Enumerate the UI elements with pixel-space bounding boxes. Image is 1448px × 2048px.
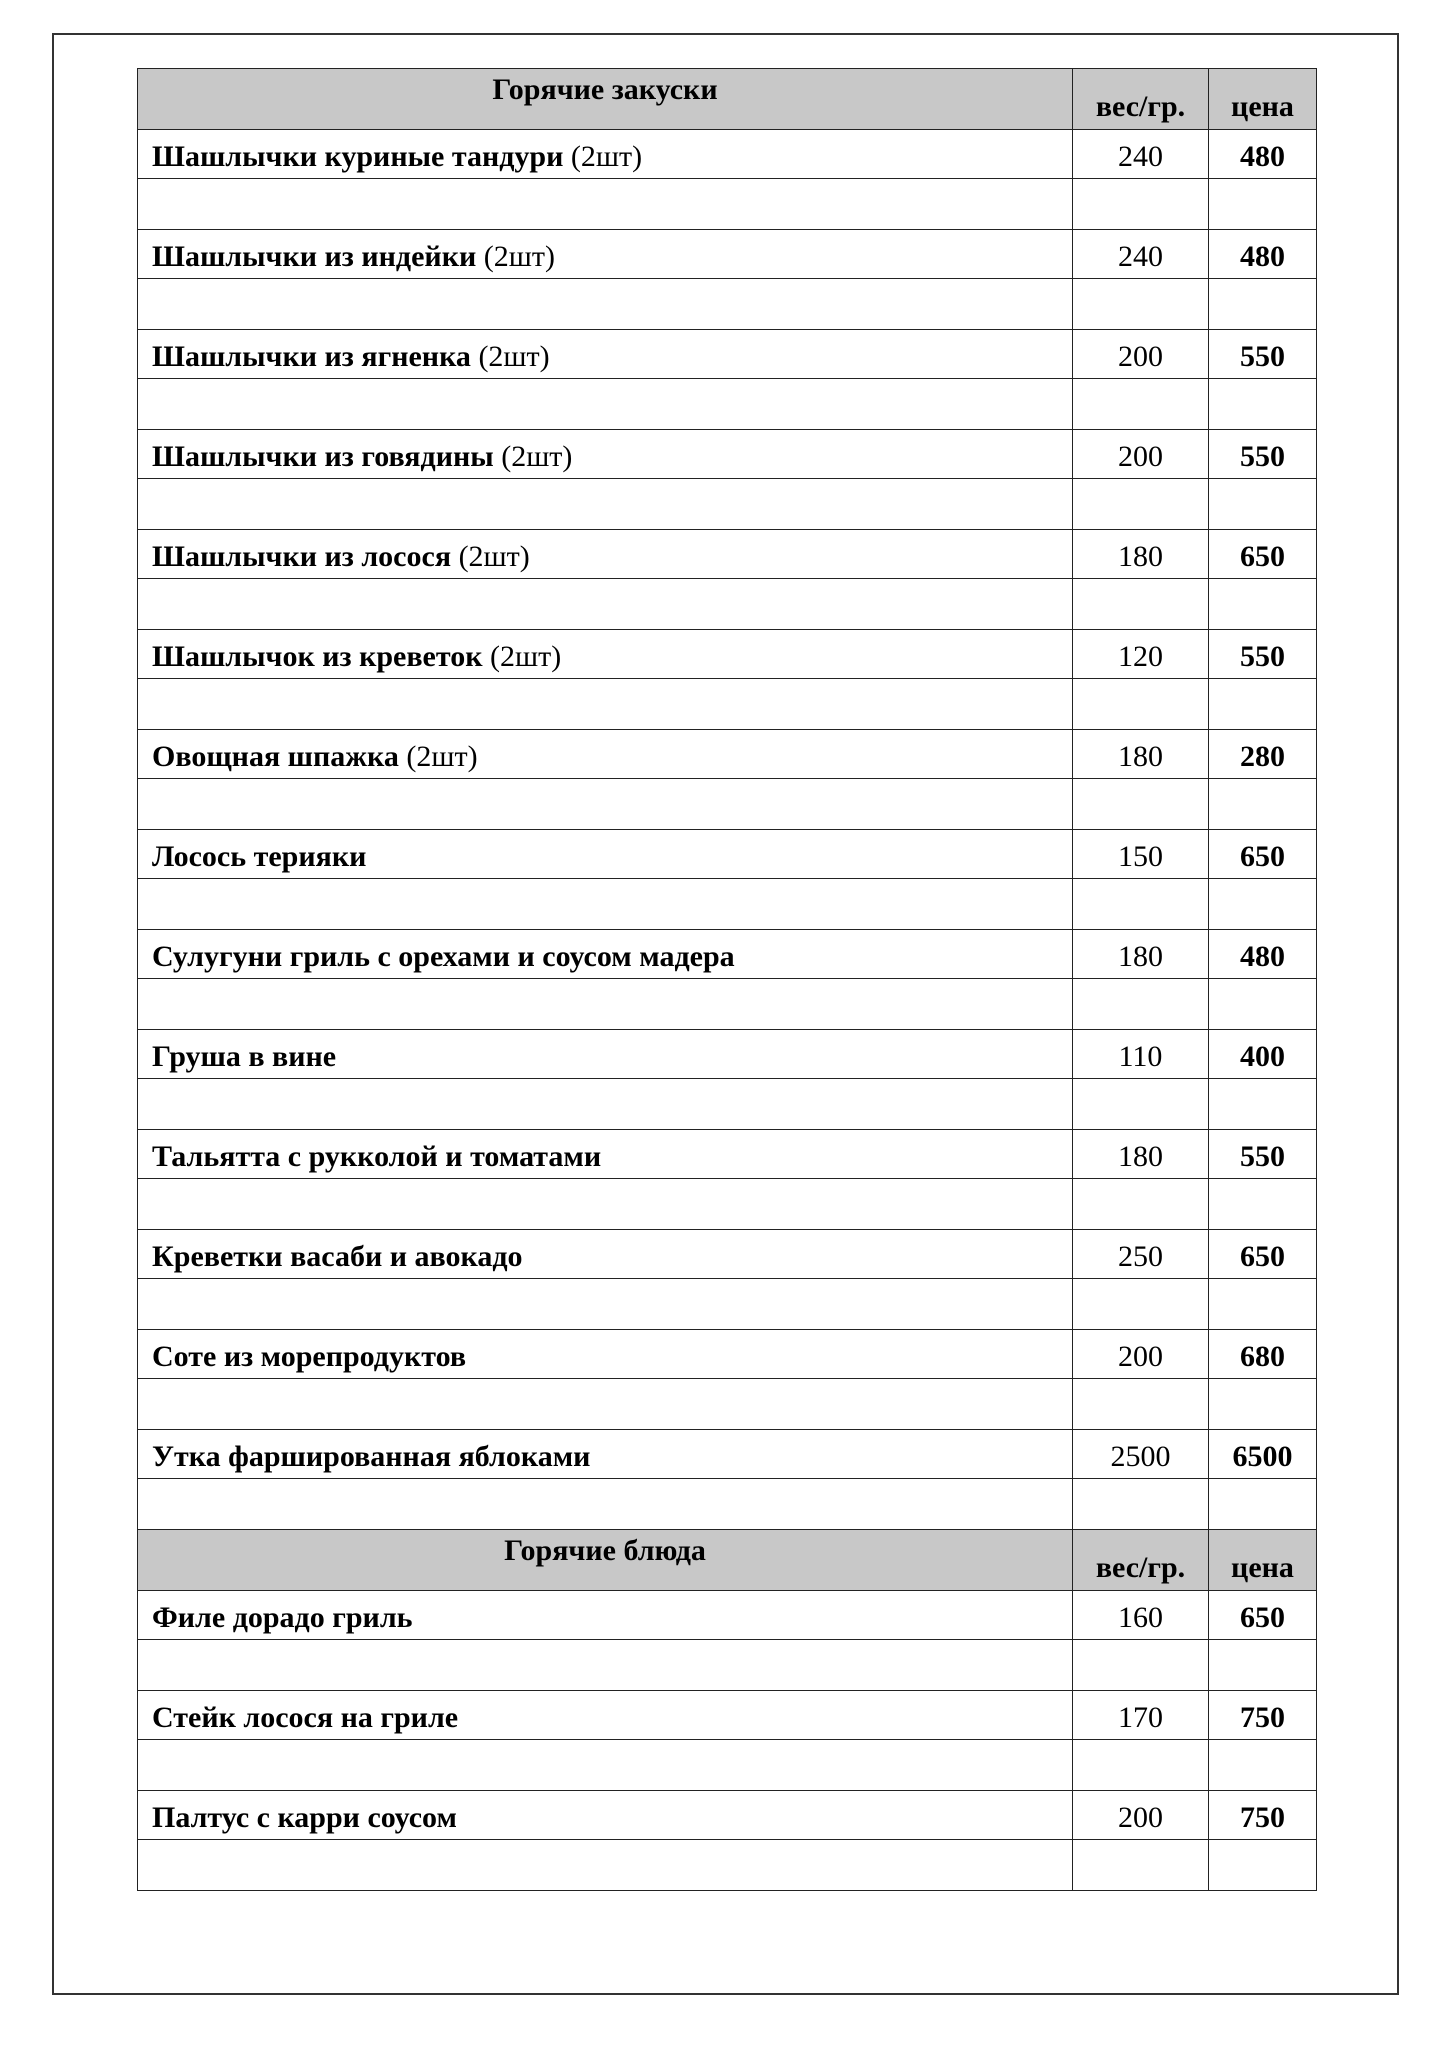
spacer-row (138, 1079, 1317, 1130)
spacer-cell (1209, 579, 1317, 630)
price-column-header: цена (1209, 1530, 1317, 1591)
dish-name-cell (138, 530, 1073, 579)
spacer-cell (1209, 979, 1317, 1030)
spacer-row (138, 1479, 1317, 1530)
dish-portion-note: (2шт) (470, 340, 550, 373)
dish-name-cell (138, 1030, 1073, 1079)
weight-column-header: вес/гр. (1073, 69, 1209, 130)
dish-name: Утка фаршированная яблоками (152, 1440, 591, 1473)
menu-item-row (138, 1430, 1317, 1479)
dish-name-cell (138, 330, 1073, 379)
spacer-row (138, 1640, 1317, 1691)
dish-name: Лосось терияки (152, 840, 367, 873)
spacer-cell (1209, 1379, 1317, 1430)
dish-name: Груша в вине (152, 1040, 337, 1073)
dish-weight: 240 (1073, 230, 1209, 279)
dish-name-cell (138, 730, 1073, 779)
dish-name: Соте из морепродуктов (152, 1340, 467, 1373)
dish-price: 480 (1209, 130, 1317, 179)
dish-weight: 110 (1073, 1030, 1209, 1079)
menu-item-row (138, 1691, 1317, 1740)
dish-name-cell (138, 930, 1073, 979)
spacer-row (138, 779, 1317, 830)
dish-price: 650 (1209, 1591, 1317, 1640)
dish-name-cell (138, 430, 1073, 479)
spacer-cell (1209, 1640, 1317, 1691)
dish-name-cell (138, 1691, 1073, 1740)
dish-portion-note: (2шт) (476, 240, 555, 273)
dish-weight: 200 (1073, 1330, 1209, 1379)
section-title: Горячие закуски (138, 69, 1073, 130)
menu-item-row (138, 130, 1317, 179)
dish-weight: 200 (1073, 1791, 1209, 1840)
spacer-cell (138, 1840, 1073, 1891)
menu-item-row (138, 930, 1317, 979)
spacer-cell (1209, 379, 1317, 430)
dish-name: Шашлычки из говядины (152, 440, 494, 473)
spacer-row (138, 1179, 1317, 1230)
spacer-cell (138, 179, 1073, 230)
spacer-cell (138, 379, 1073, 430)
spacer-cell (1073, 1379, 1209, 1430)
dish-name-cell (138, 1230, 1073, 1279)
section-header (138, 69, 1317, 130)
dish-portion-note: (2шт) (563, 140, 643, 173)
spacer-row (138, 1379, 1317, 1430)
dish-name: Сулугуни гриль с орехами и соусом мадера (152, 940, 735, 973)
menu-item-row (138, 1130, 1317, 1179)
spacer-cell (138, 579, 1073, 630)
spacer-cell (1073, 1179, 1209, 1230)
dish-name-cell (138, 1591, 1073, 1640)
dish-price: 650 (1209, 830, 1317, 879)
dish-price: 550 (1209, 630, 1317, 679)
dish-weight: 160 (1073, 1591, 1209, 1640)
spacer-cell (1073, 479, 1209, 530)
dish-price: 650 (1209, 1230, 1317, 1279)
dish-price: 750 (1209, 1691, 1317, 1740)
menu-item-row (138, 1330, 1317, 1379)
dish-portion-note: (2шт) (493, 440, 573, 473)
spacer-cell (138, 1479, 1073, 1530)
dish-weight: 200 (1073, 330, 1209, 379)
spacer-cell (138, 479, 1073, 530)
spacer-row (138, 379, 1317, 430)
dish-weight: 180 (1073, 530, 1209, 579)
spacer-cell (1073, 579, 1209, 630)
menu-item-row (138, 630, 1317, 679)
spacer-cell (138, 1279, 1073, 1330)
spacer-cell (1073, 179, 1209, 230)
spacer-cell (1073, 679, 1209, 730)
spacer-cell (138, 1079, 1073, 1130)
dish-weight: 170 (1073, 1691, 1209, 1740)
dish-weight: 200 (1073, 430, 1209, 479)
dish-portion-note: (2шт) (451, 540, 530, 573)
dish-weight: 240 (1073, 130, 1209, 179)
spacer-cell (138, 1640, 1073, 1691)
menu-item-row (138, 330, 1317, 379)
spacer-cell (1073, 279, 1209, 330)
dish-name: Шашлычок из креветок (152, 640, 483, 673)
dish-portion-note: (2шт) (398, 740, 478, 773)
spacer-cell (1209, 679, 1317, 730)
spacer-row (138, 579, 1317, 630)
dish-name-cell (138, 1330, 1073, 1379)
dish-price: 280 (1209, 730, 1317, 779)
dish-name: Палтус с карри соусом (152, 1801, 457, 1834)
menu-item-row (138, 1791, 1317, 1840)
spacer-cell (138, 979, 1073, 1030)
spacer-row (138, 979, 1317, 1030)
spacer-cell (1209, 179, 1317, 230)
dish-name: Тальятта с рукколой и томатами (152, 1140, 602, 1173)
spacer-cell (1073, 379, 1209, 430)
dish-price: 480 (1209, 930, 1317, 979)
menu-item-row (138, 1230, 1317, 1279)
spacer-cell (1209, 1840, 1317, 1891)
spacer-cell (1073, 979, 1209, 1030)
dish-price: 550 (1209, 1130, 1317, 1179)
spacer-cell (1073, 1279, 1209, 1330)
spacer-cell (1073, 1479, 1209, 1530)
spacer-cell (138, 1379, 1073, 1430)
dish-weight: 120 (1073, 630, 1209, 679)
spacer-row (138, 1740, 1317, 1791)
spacer-cell (1073, 779, 1209, 830)
menu-item-row (138, 1030, 1317, 1079)
dish-price: 750 (1209, 1791, 1317, 1840)
spacer-row (138, 1840, 1317, 1891)
spacer-cell (1209, 1740, 1317, 1791)
dish-name-cell (138, 1791, 1073, 1840)
dish-name: Стейк лосося на гриле (152, 1701, 459, 1734)
menu-item-row (138, 730, 1317, 779)
weight-column-header: вес/гр. (1073, 1530, 1209, 1591)
dish-name: Шашлычки из ягненка (152, 340, 471, 373)
spacer-row (138, 679, 1317, 730)
dish-name: Шашлычки куриные тандури (152, 140, 564, 173)
spacer-cell (1209, 879, 1317, 930)
menu-table (137, 68, 1317, 1891)
dish-name: Шашлычки из лосося (152, 540, 452, 573)
dish-price: 550 (1209, 430, 1317, 479)
menu-table-body (138, 69, 1317, 1891)
spacer-row (138, 179, 1317, 230)
dish-name-cell (138, 630, 1073, 679)
dish-name: Филе дорадо гриль (152, 1601, 413, 1634)
dish-name-cell (138, 830, 1073, 879)
dish-weight: 250 (1073, 1230, 1209, 1279)
spacer-cell (1073, 1079, 1209, 1130)
dish-price: 6500 (1209, 1430, 1317, 1479)
spacer-cell (1209, 1479, 1317, 1530)
dish-weight: 180 (1073, 1130, 1209, 1179)
dish-weight: 2500 (1073, 1430, 1209, 1479)
spacer-row (138, 479, 1317, 530)
spacer-cell (138, 779, 1073, 830)
spacer-cell (138, 679, 1073, 730)
spacer-row (138, 879, 1317, 930)
dish-name-cell (138, 1130, 1073, 1179)
dish-name: Шашлычки из индейки (152, 240, 477, 273)
dish-weight: 180 (1073, 930, 1209, 979)
spacer-cell (1073, 1840, 1209, 1891)
dish-name-cell (138, 1430, 1073, 1479)
price-column-header: цена (1209, 69, 1317, 130)
dish-weight: 180 (1073, 730, 1209, 779)
menu-item-row (138, 830, 1317, 879)
menu-item-row (138, 430, 1317, 479)
dish-price: 550 (1209, 330, 1317, 379)
dish-price: 680 (1209, 1330, 1317, 1379)
section-header (138, 1530, 1317, 1591)
spacer-row (138, 279, 1317, 330)
dish-name: Креветки васаби и авокадо (152, 1240, 523, 1273)
spacer-cell (1209, 479, 1317, 530)
dish-portion-note: (2шт) (482, 640, 562, 673)
spacer-cell (1073, 879, 1209, 930)
section-title: Горячие блюда (138, 1530, 1073, 1591)
dish-name-cell (138, 130, 1073, 179)
spacer-cell (1209, 1079, 1317, 1130)
spacer-cell (138, 279, 1073, 330)
spacer-cell (1209, 1179, 1317, 1230)
menu-item-row (138, 230, 1317, 279)
spacer-cell (1209, 279, 1317, 330)
spacer-cell (1073, 1640, 1209, 1691)
spacer-cell (138, 1179, 1073, 1230)
dish-price: 400 (1209, 1030, 1317, 1079)
dish-name: Овощная шпажка (152, 740, 399, 773)
dish-price: 480 (1209, 230, 1317, 279)
menu-item-row (138, 530, 1317, 579)
spacer-cell (138, 1740, 1073, 1791)
spacer-cell (1209, 1279, 1317, 1330)
spacer-cell (1073, 1740, 1209, 1791)
spacer-cell (138, 879, 1073, 930)
dish-weight: 150 (1073, 830, 1209, 879)
menu-item-row (138, 1591, 1317, 1640)
dish-name-cell (138, 230, 1073, 279)
spacer-row (138, 1279, 1317, 1330)
dish-price: 650 (1209, 530, 1317, 579)
spacer-cell (1209, 779, 1317, 830)
